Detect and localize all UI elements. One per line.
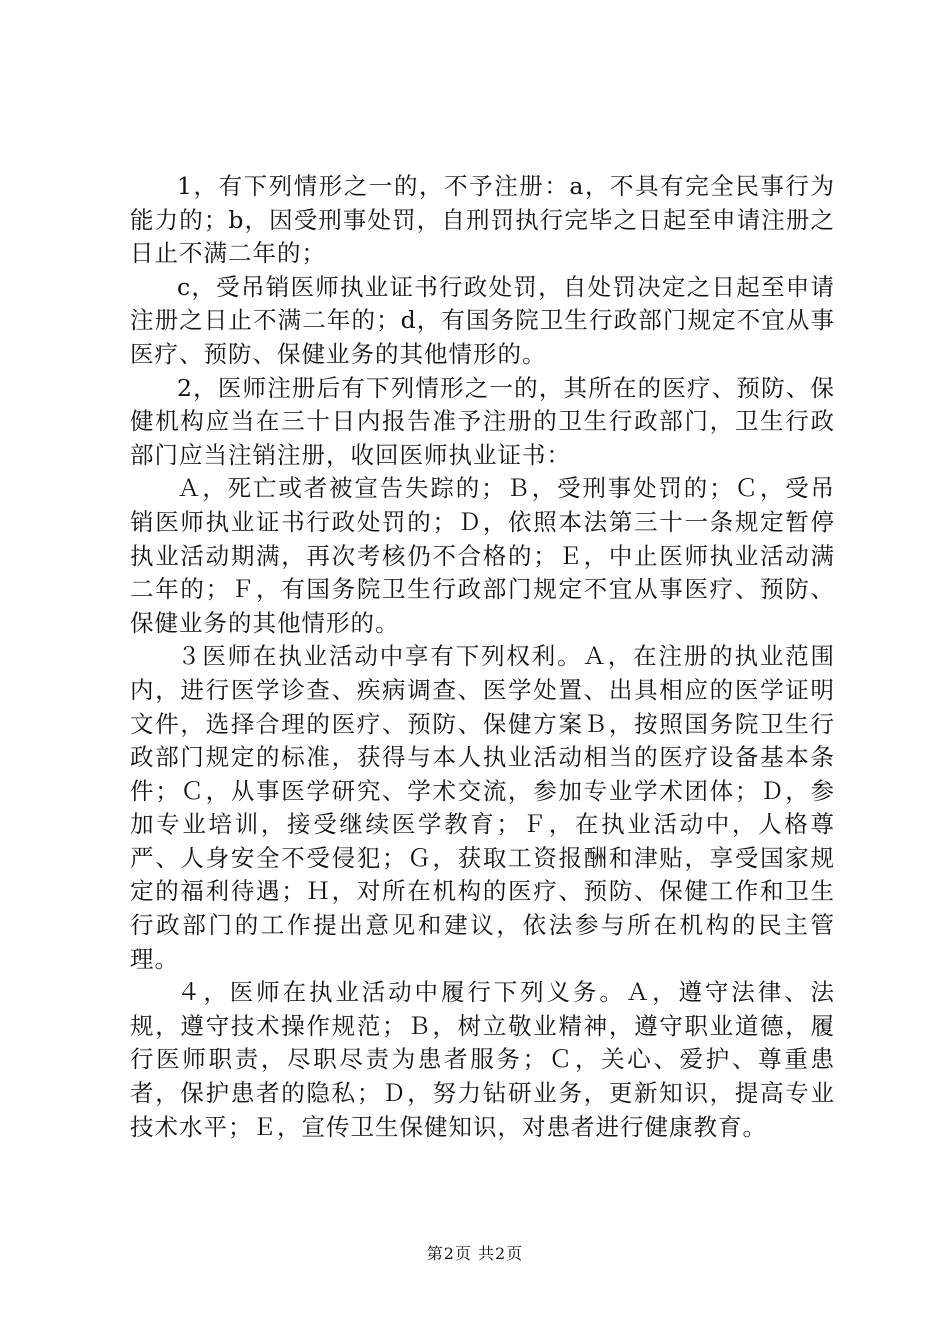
paragraph-5: ３医师在执业活动中享有下列权利。Ａ，在注册的执业范围内，进行医学诊查、疾病调查、医学处置、出具相应的医学证明文件，选择合理的医疗、预防、保健方案Ｂ，按照国务院卫生行政部门规定的标准，获得与本人执业活动相当的医疗设备基本条件；Ｃ，从事医学研究、学术交流，参加专业学术团体；Ｄ，参加专业培训，接受继续医学教育；Ｆ，在执业活动中，人格尊严、人身安全不受侵犯；Ｇ，获取工资报酬和津贴，享受国家规定的福利待遇；Ｈ，对所在机构的医疗、预防、保健工作和卫生行政部门的工作提出意见和建议，依法参与所在机构的民主管理。 [130,642,835,973]
paragraph-3: 2，医师注册后有下列情形之一的，其所在的医疗、预防、保健机构应当在三十日内报告准予注册的卫生行政部门，卫生行政部门应当注销注册，收回医师执业证书： [130,373,835,469]
paragraph-2: c，受吊销医师执业证书行政处罚，自处罚决定之日起至申请注册之日止不满二年的；d，有国务院卫生行政部门规定不宜从事医疗、预防、保健业务的其他情形的。 [130,272,835,368]
paragraph-6: ４，医师在执业活动中履行下列义务。Ａ，遵守法律、法规，遵守技术操作规范；Ｂ，树立敬业精神，遵守职业道德，履行医师职责，尽职尽责为患者服务；Ｃ，关心、爱护、尊重患者，保护患者的隐私；Ｄ，努力钻研业务，更新知识，提高专业技术水平；Ｅ，宣传卫生保健知识，对患者进行健康教育。 [130,978,835,1141]
paragraph-4: Ａ，死亡或者被宣告失踪的；Ｂ，受刑事处罚的；Ｃ，受吊销医师执业证书行政处罚的；Ｄ，依照本法第三十一条规定暂停执业活动期满，再次考核仍不合格的；Ｅ，中止医师执业活动满二年的；Ｆ，有国务院卫生行政部门规定不宜从事医疗、预防、保健业务的其他情形的。 [130,474,835,637]
page-footer: 第2页 共2页 [426,1244,524,1263]
document-body [130,170,835,1144]
paragraph-1: 1，有下列情形之一的，不予注册：a，不具有完全民事行为能力的；b，因受刑事处罚，自刑罚执行完毕之日起至申请注册之日止不满二年的； [130,172,835,268]
